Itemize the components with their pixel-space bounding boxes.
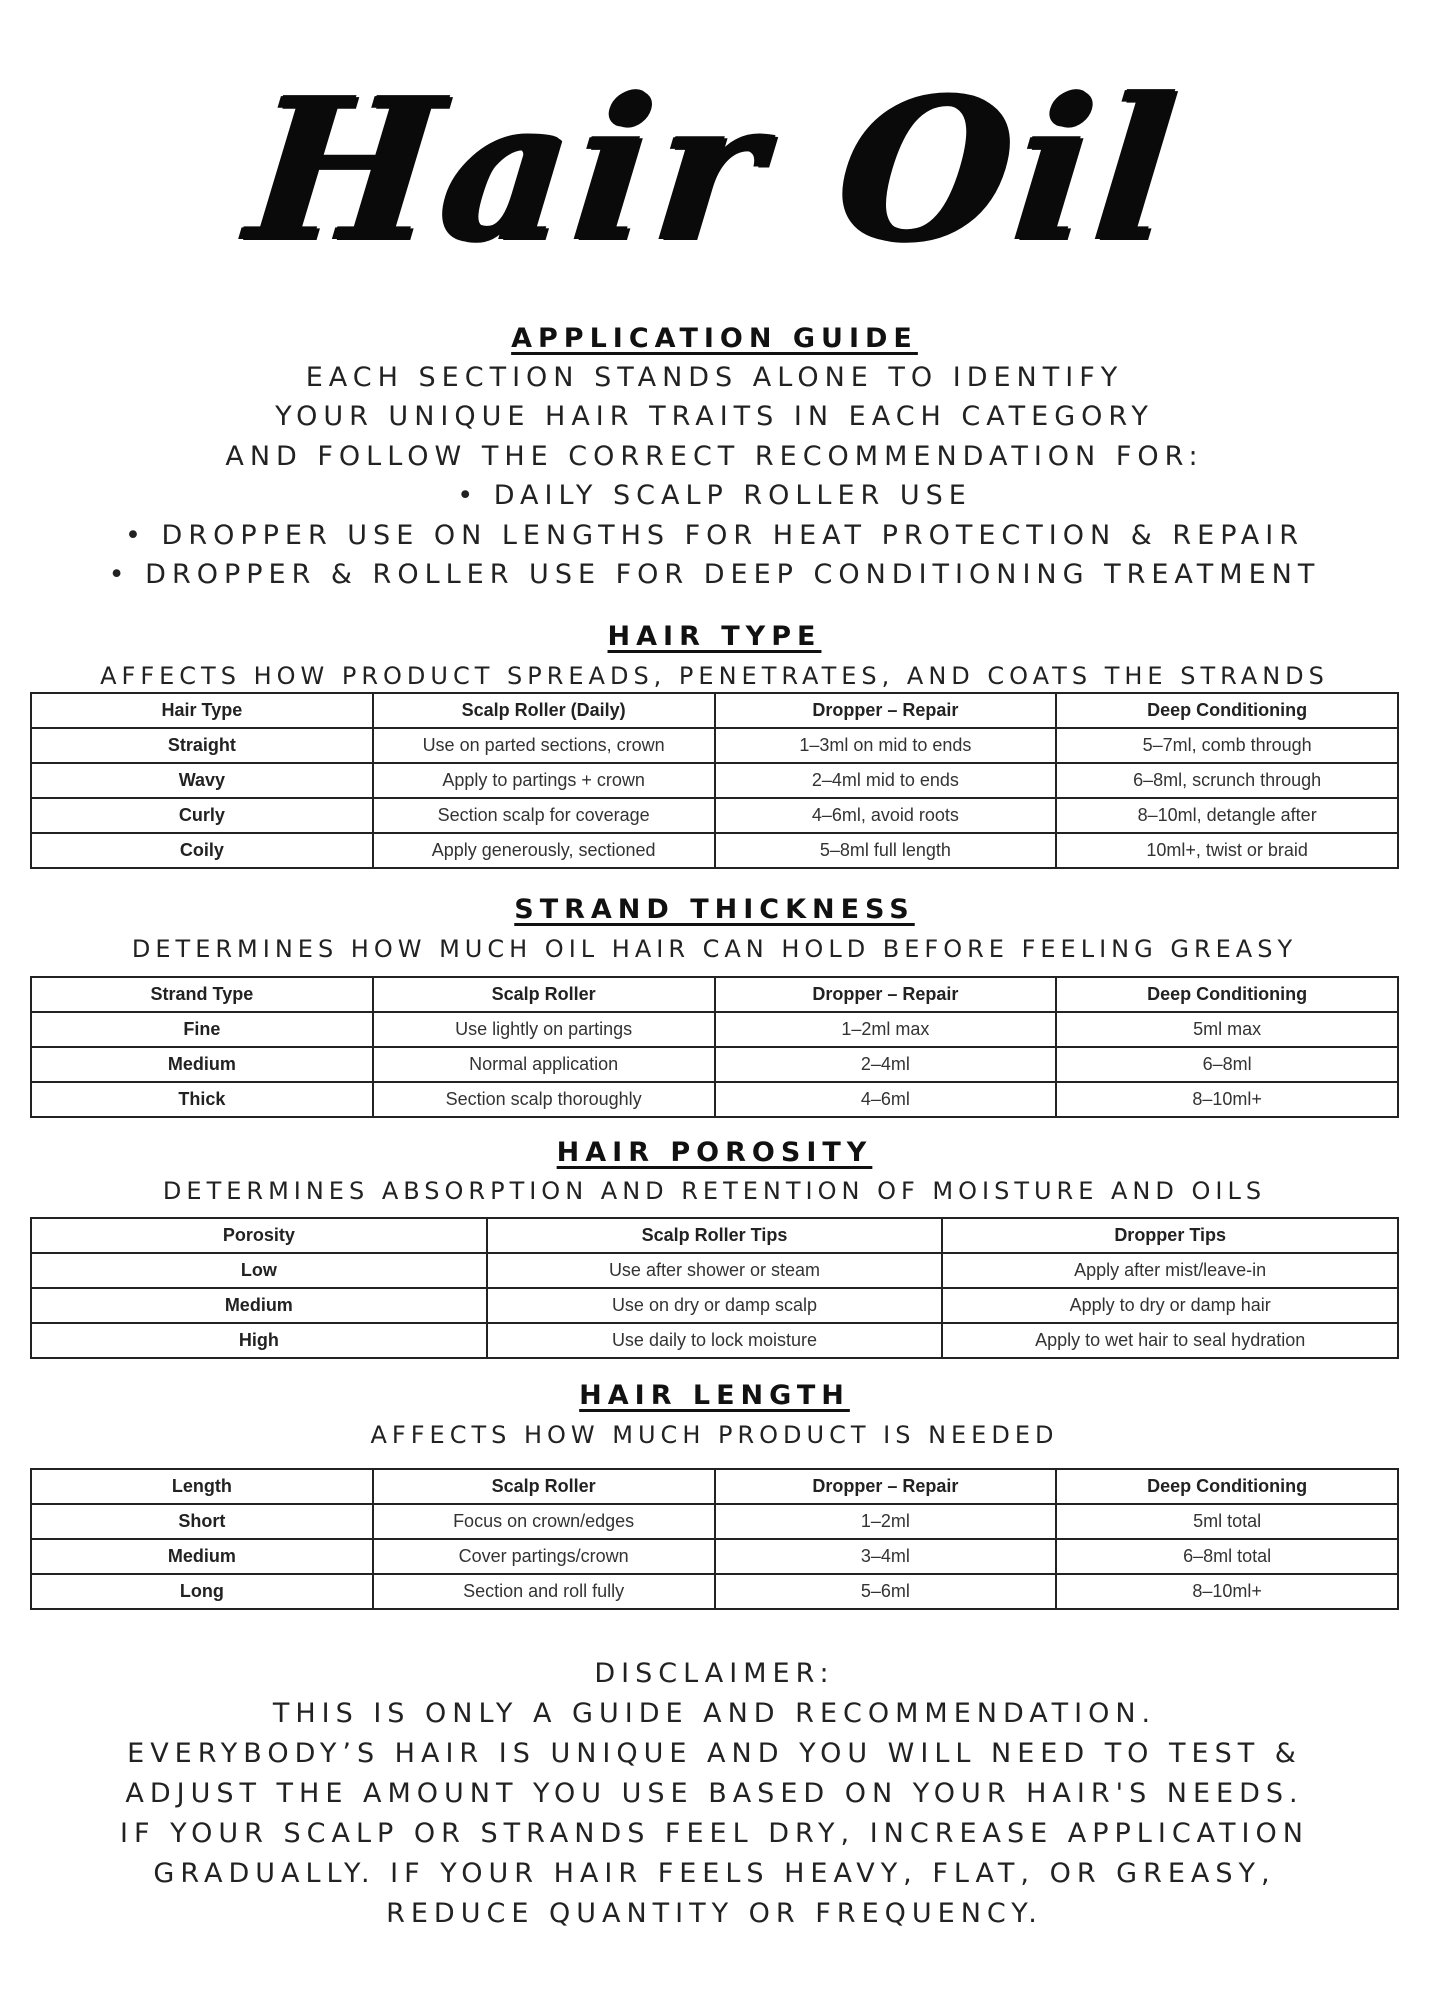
hair-type-table [30,692,1399,869]
strand-thickness-heading: STRAND THICKNESS [514,894,915,925]
row-label: Straight [31,728,373,763]
table-row [31,1082,1398,1117]
row-label: Long [31,1574,373,1609]
table-cell: Use after shower or steam [487,1253,943,1288]
table-cell: Cover partings/crown [373,1539,715,1574]
column-header: Scalp Roller [373,977,715,1012]
application-guide-heading: APPLICATION GUIDE [511,323,918,354]
table-row [31,1323,1398,1358]
table-row [31,763,1398,798]
intro-bullet: • DROPPER & ROLLER USE FOR DEEP CONDITIONING TREATMENT [108,559,1321,590]
row-label: Medium [31,1288,487,1323]
table-cell: 5ml total [1056,1504,1398,1539]
column-header: Dropper Tips [942,1218,1398,1253]
hair-porosity-subtitle: DETERMINES ABSORPTION AND RETENTION OF MOISTURE AND OILS [162,1177,1267,1205]
disclaimer-line: ADJUST THE AMOUNT YOU USE BASED ON YOUR HAIR'S NEEDS. [125,1778,1304,1809]
column-header: Scalp Roller (Daily) [373,693,715,728]
column-header: Deep Conditioning [1056,1469,1398,1504]
table-cell: Use on dry or damp scalp [487,1288,943,1323]
table-row [31,1504,1398,1539]
table-cell: Use daily to lock moisture [487,1323,943,1358]
disclaimer-line: THIS IS ONLY A GUIDE AND RECOMMENDATION. [272,1698,1157,1729]
table-row [31,1012,1398,1047]
title-block [0,40,1429,300]
row-label: Wavy [31,763,373,798]
row-label: Low [31,1253,487,1288]
hair-type-heading: HAIR TYPE [607,621,822,652]
strand-thickness-subtitle: DETERMINES HOW MUCH OIL HAIR CAN HOLD BEFORE FEELING GREASY [131,935,1298,963]
intro-line: AND FOLLOW THE CORRECT RECOMMENDATION FOR: [225,441,1204,472]
table-cell: 5–7ml, comb through [1056,728,1398,763]
table-cell: Use on parted sections, crown [373,728,715,763]
table-cell: 1–2ml max [715,1012,1057,1047]
row-label: Fine [31,1012,373,1047]
table-cell: 1–3ml on mid to ends [715,728,1057,763]
intro-line: YOUR UNIQUE HAIR TRAITS IN EACH CATEGORY [275,401,1154,432]
intro-bullet: • DAILY SCALP ROLLER USE [457,480,972,511]
table-header-row [31,1469,1398,1504]
disclaimer-line: IF YOUR SCALP OR STRANDS FEEL DRY, INCREASE APPLICATION [120,1818,1309,1849]
table-cell: 1–2ml [715,1504,1057,1539]
intro-line: EACH SECTION STANDS ALONE TO IDENTIFY [305,362,1124,393]
table-cell: 3–4ml [715,1539,1057,1574]
table-cell: 4–6ml [715,1082,1057,1117]
table-cell: 8–10ml+ [1056,1574,1398,1609]
column-header: Scalp Roller [373,1469,715,1504]
intro-bullet: • DROPPER USE ON LENGTHS FOR HEAT PROTECTION & REPAIR [125,520,1304,551]
table-cell: Normal application [373,1047,715,1082]
table-row [31,833,1398,868]
table-cell: Apply generously, sectioned [373,833,715,868]
column-header: Deep Conditioning [1056,693,1398,728]
table-row [31,1574,1398,1609]
table-cell: Apply to dry or damp hair [942,1288,1398,1323]
table-cell: Focus on crown/edges [373,1504,715,1539]
hair-length-table [30,1468,1399,1610]
column-header: Dropper – Repair [715,693,1057,728]
disclaimer-line: GRADUALLY. IF YOUR HAIR FEELS HEAVY, FLAT, OR GREASY, [153,1858,1276,1889]
column-header: Scalp Roller Tips [487,1218,943,1253]
column-header: Deep Conditioning [1056,977,1398,1012]
hair-length-subtitle: AFFECTS HOW MUCH PRODUCT IS NEEDED [370,1421,1059,1449]
row-label: Coily [31,833,373,868]
row-label: Medium [31,1047,373,1082]
table-header-row [31,977,1398,1012]
table-cell: 8–10ml, detangle after [1056,798,1398,833]
column-header: Dropper – Repair [715,977,1057,1012]
table-header-row [31,693,1398,728]
hair-porosity-table [30,1217,1399,1359]
table-cell: Section scalp for coverage [373,798,715,833]
table-cell: 2–4ml [715,1047,1057,1082]
table-row [31,1288,1398,1323]
table-row [31,798,1398,833]
table-cell: 5–8ml full length [715,833,1057,868]
table-row [31,1539,1398,1574]
table-cell: 5ml max [1056,1012,1398,1047]
disclaimer-line: EVERYBODY’S HAIR IS UNIQUE AND YOU WILL NEED TO TEST & [127,1738,1302,1769]
table-cell: Section and roll fully [373,1574,715,1609]
table-cell: Use lightly on partings [373,1012,715,1047]
hair-type-subtitle: AFFECTS HOW PRODUCT SPREADS, PENETRATES, AND COATS THE STRANDS [100,662,1329,690]
table-cell: Apply to partings + crown [373,763,715,798]
row-label: High [31,1323,487,1358]
column-header: Strand Type [31,977,373,1012]
table-row [31,1253,1398,1288]
table-cell: 4–6ml, avoid roots [715,798,1057,833]
table-cell: 6–8ml [1056,1047,1398,1082]
column-header: Porosity [31,1218,487,1253]
row-label: Medium [31,1539,373,1574]
row-label: Thick [31,1082,373,1117]
table-cell: Apply after mist/leave-in [942,1253,1398,1288]
table-cell: 10ml+, twist or braid [1056,833,1398,868]
table-cell: 2–4ml mid to ends [715,763,1057,798]
table-cell: 6–8ml, scrunch through [1056,763,1398,798]
table-header-row [31,1218,1398,1253]
table-row [31,728,1398,763]
strand-thickness-table [30,976,1399,1118]
row-label: Curly [31,798,373,833]
table-cell: 6–8ml total [1056,1539,1398,1574]
table-cell: 8–10ml+ [1056,1082,1398,1117]
hair-porosity-heading: HAIR POROSITY [556,1137,873,1168]
disclaimer-heading: DISCLAIMER: [594,1658,835,1689]
row-label: Short [31,1504,373,1539]
table-cell: Apply to wet hair to seal hydration [942,1323,1398,1358]
disclaimer-line: REDUCE QUANTITY OR FREQUENCY. [386,1898,1043,1929]
hair-length-heading: HAIR LENGTH [579,1380,850,1411]
column-header: Hair Type [31,693,373,728]
column-header: Dropper – Repair [715,1469,1057,1504]
page-title: Hair Oil [239,55,1190,285]
table-cell: 5–6ml [715,1574,1057,1609]
table-cell: Section scalp thoroughly [373,1082,715,1117]
column-header: Length [31,1469,373,1504]
table-row [31,1047,1398,1082]
